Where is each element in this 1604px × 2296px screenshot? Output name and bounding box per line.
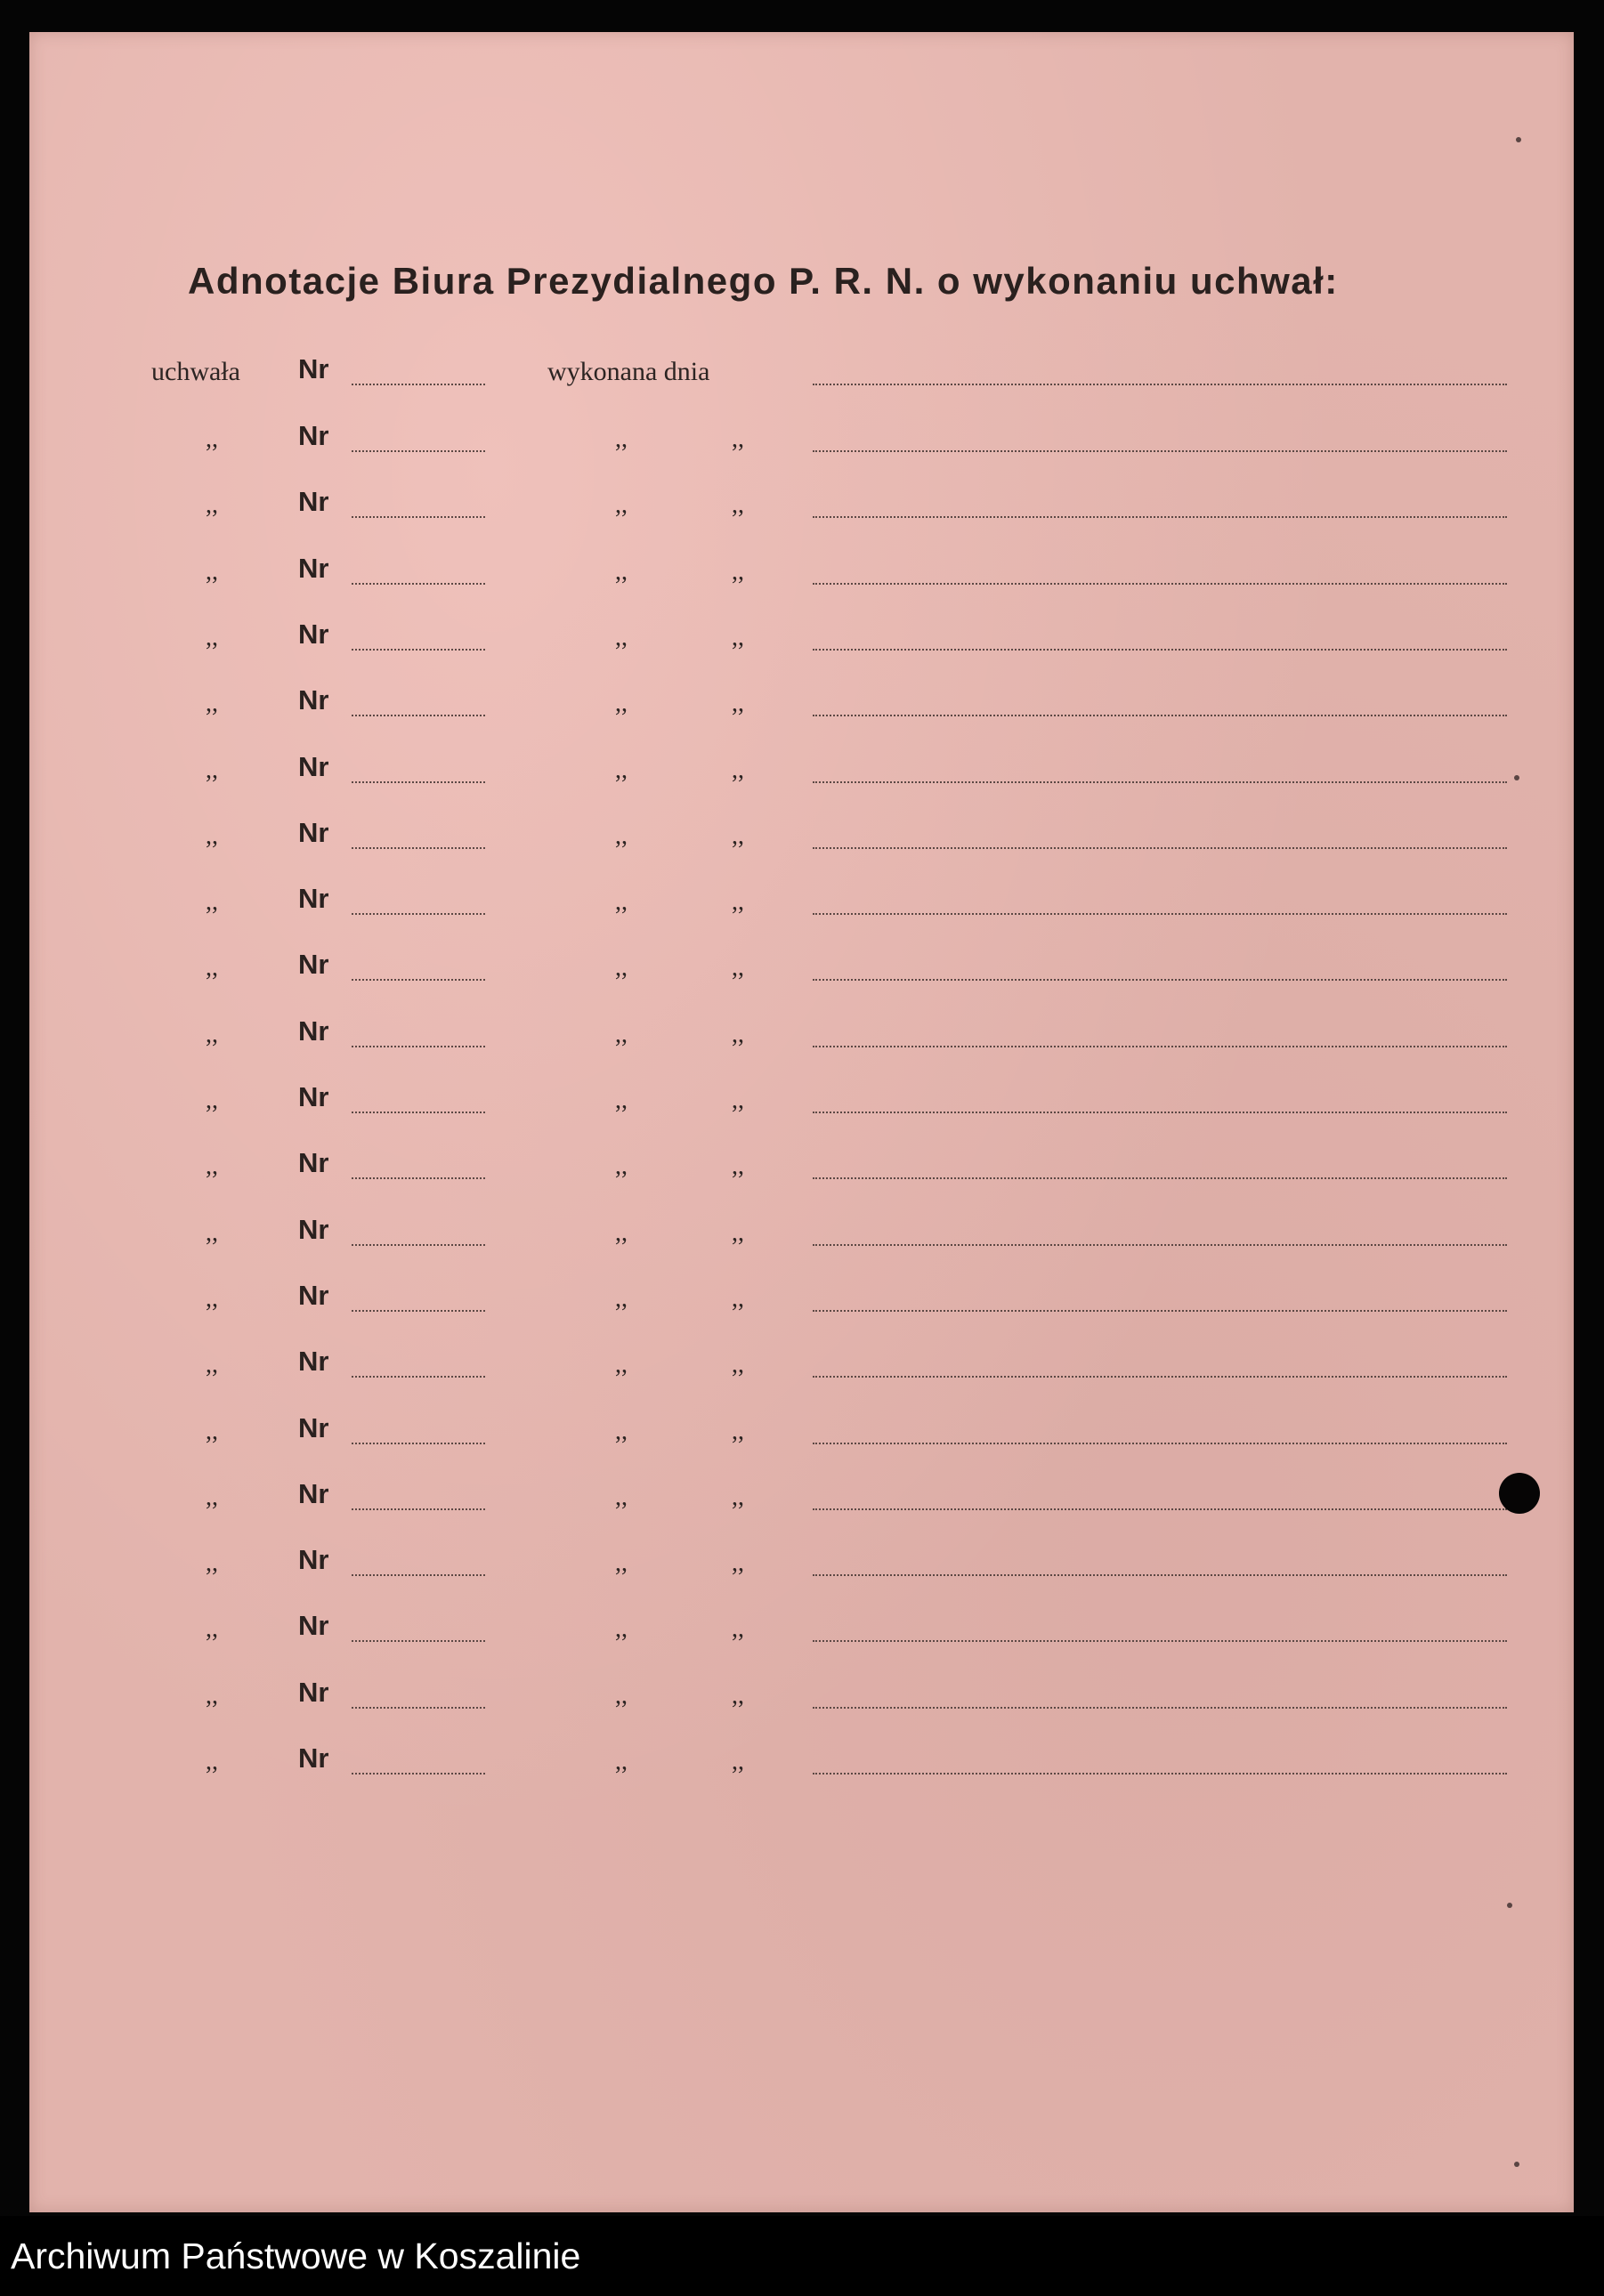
ditto-mark: ,, [615, 1682, 628, 1710]
resolution-number-blank [352, 1508, 485, 1510]
resolution-row [29, 1147, 1574, 1195]
ditto-mark: ,, [615, 1285, 628, 1313]
ditto-mark: ,, [615, 1484, 628, 1511]
execution-date-blank [813, 847, 1507, 849]
execution-date-blank [813, 1112, 1507, 1113]
resolution-row [29, 486, 1574, 534]
wykonana-dnia-label: wykonana dnia [547, 357, 710, 386]
ditto-mark: ,, [615, 1748, 628, 1775]
ditto-mark: ,, [615, 1219, 628, 1247]
ditto-mark: ,, [206, 1682, 218, 1710]
execution-date-blank [813, 384, 1507, 385]
ditto-mark: ,, [732, 1682, 744, 1710]
ditto-mark: ,, [206, 1748, 218, 1775]
execution-date-blank [813, 1508, 1507, 1510]
resolution-number-blank [352, 781, 485, 783]
resolution-row [29, 618, 1574, 667]
ditto-mark: ,, [615, 1152, 628, 1180]
ditto-mark: ,, [732, 1152, 744, 1180]
resolution-row [29, 1214, 1574, 1262]
resolution-rows [29, 32, 1574, 2212]
resolution-row [29, 684, 1574, 732]
execution-date-blank [813, 1640, 1507, 1642]
ditto-mark: ,, [615, 624, 628, 651]
ditto-mark: ,, [732, 954, 744, 982]
nr-label: Nr [298, 1412, 329, 1443]
resolution-number-blank [352, 1443, 485, 1444]
ditto-mark: ,, [206, 822, 218, 850]
nr-label: Nr [298, 817, 329, 848]
resolution-row [29, 1346, 1574, 1394]
ditto-mark: ,, [615, 1615, 628, 1643]
nr-label: Nr [298, 1015, 329, 1047]
execution-date-blank [813, 1443, 1507, 1444]
ditto-mark: ,, [615, 756, 628, 784]
resolution-number-blank [352, 1177, 485, 1179]
nr-label: Nr [298, 1677, 329, 1708]
ditto-mark: ,, [615, 491, 628, 519]
paper-speck [1514, 775, 1519, 780]
ditto-mark: ,, [732, 1219, 744, 1247]
nr-label: Nr [298, 1742, 329, 1774]
execution-date-blank [813, 715, 1507, 716]
resolution-row [29, 949, 1574, 997]
ditto-mark: ,, [206, 954, 218, 982]
resolution-number-blank [352, 649, 485, 651]
ditto-mark: ,, [732, 756, 744, 784]
ditto-mark: ,, [732, 1748, 744, 1775]
ditto-mark: ,, [732, 558, 744, 586]
ditto-mark: ,, [615, 1021, 628, 1048]
ditto-mark: ,, [615, 888, 628, 916]
ditto-mark: ,, [615, 1351, 628, 1378]
execution-date-blank [813, 1574, 1507, 1576]
execution-date-blank [813, 1244, 1507, 1246]
ditto-mark: ,, [615, 822, 628, 850]
execution-date-blank [813, 1046, 1507, 1047]
nr-label: Nr [298, 1081, 329, 1112]
resolution-number-blank [352, 583, 485, 585]
execution-date-blank [813, 1707, 1507, 1709]
paper-speck [1516, 137, 1521, 142]
ditto-mark: ,, [206, 1549, 218, 1577]
resolution-number-blank [352, 384, 485, 385]
execution-date-blank [813, 649, 1507, 651]
resolution-row [29, 751, 1574, 799]
execution-date-blank [813, 516, 1507, 518]
ditto-mark: ,, [206, 1484, 218, 1511]
resolution-number-blank [352, 516, 485, 518]
paper-speck [1514, 2162, 1519, 2167]
execution-date-blank [813, 1177, 1507, 1179]
uchwala-label: uchwała [151, 357, 240, 386]
resolution-number-blank [352, 715, 485, 716]
nr-label: Nr [298, 751, 329, 782]
ditto-mark: ,, [732, 1418, 744, 1445]
ditto-mark: ,, [732, 624, 744, 651]
execution-date-blank [813, 1773, 1507, 1775]
ditto-mark: ,, [206, 624, 218, 651]
ditto-mark: ,, [732, 888, 744, 916]
ditto-mark: ,, [206, 1418, 218, 1445]
ditto-mark: ,, [206, 1087, 218, 1114]
ditto-mark: ,, [206, 690, 218, 717]
ditto-mark: ,, [206, 491, 218, 519]
execution-date-blank [813, 913, 1507, 915]
ditto-mark: ,, [615, 690, 628, 717]
execution-date-blank [813, 1376, 1507, 1378]
resolution-number-blank [352, 913, 485, 915]
nr-label: Nr [298, 1280, 329, 1311]
ditto-mark: ,, [206, 1351, 218, 1378]
resolution-row [29, 1081, 1574, 1129]
resolution-row-first [29, 353, 1574, 401]
ditto-mark: ,, [732, 491, 744, 519]
nr-label: Nr [298, 618, 329, 650]
ditto-mark: ,, [732, 690, 744, 717]
resolution-number-blank [352, 1310, 485, 1312]
resolution-number-blank [352, 1574, 485, 1576]
resolution-row [29, 1742, 1574, 1791]
nr-label: Nr [298, 486, 329, 517]
ditto-mark: ,, [615, 1087, 628, 1114]
execution-date-blank [813, 450, 1507, 452]
resolution-row [29, 1544, 1574, 1592]
punch-hole [1499, 1473, 1540, 1514]
ditto-mark: ,, [732, 425, 744, 453]
nr-label: Nr [298, 553, 329, 584]
ditto-mark: ,, [615, 954, 628, 982]
resolution-number-blank [352, 1046, 485, 1047]
nr-label: Nr [298, 353, 329, 384]
ditto-mark: ,, [732, 1549, 744, 1577]
resolution-row [29, 420, 1574, 468]
paper-speck [1507, 1903, 1512, 1908]
ditto-mark: ,, [732, 1615, 744, 1643]
resolution-number-blank [352, 1112, 485, 1113]
ditto-mark: ,, [615, 1418, 628, 1445]
resolution-row [29, 1280, 1574, 1328]
resolution-number-blank [352, 847, 485, 849]
resolution-number-blank [352, 1773, 485, 1775]
nr-label: Nr [298, 1478, 329, 1509]
ditto-mark: ,, [732, 822, 744, 850]
ditto-mark: ,, [732, 1021, 744, 1048]
ditto-mark: ,, [206, 1219, 218, 1247]
ditto-mark: ,, [206, 888, 218, 916]
ditto-mark: ,, [206, 425, 218, 453]
archive-name: Archiwum Państwowe w Koszalinie [11, 2235, 581, 2276]
resolution-number-blank [352, 979, 485, 981]
execution-date-blank [813, 1310, 1507, 1312]
ditto-mark: ,, [615, 558, 628, 586]
execution-date-blank [813, 979, 1507, 981]
nr-label: Nr [298, 883, 329, 914]
resolution-row [29, 553, 1574, 601]
resolution-row [29, 1015, 1574, 1063]
nr-label: Nr [298, 1214, 329, 1245]
ditto-mark: ,, [732, 1285, 744, 1313]
nr-label: Nr [298, 949, 329, 980]
nr-label: Nr [298, 1610, 329, 1641]
resolution-row [29, 1478, 1574, 1526]
ditto-mark: ,, [206, 1021, 218, 1048]
nr-label: Nr [298, 1346, 329, 1377]
resolution-row [29, 817, 1574, 865]
resolution-row [29, 1412, 1574, 1460]
nr-label: Nr [298, 420, 329, 451]
resolution-row [29, 883, 1574, 931]
ditto-mark: ,, [732, 1087, 744, 1114]
ditto-mark: ,, [206, 1152, 218, 1180]
execution-date-blank [813, 583, 1507, 585]
archive-footer [0, 2216, 1604, 2296]
resolution-number-blank [352, 1376, 485, 1378]
resolution-row [29, 1610, 1574, 1658]
nr-label: Nr [298, 1147, 329, 1178]
ditto-mark: ,, [206, 1285, 218, 1313]
ditto-mark: ,, [206, 1615, 218, 1643]
ditto-mark: ,, [732, 1484, 744, 1511]
ditto-mark: ,, [615, 1549, 628, 1577]
resolution-row [29, 1677, 1574, 1725]
resolution-number-blank [352, 1640, 485, 1642]
ditto-mark: ,, [206, 558, 218, 586]
resolution-number-blank [352, 1707, 485, 1709]
resolution-number-blank [352, 1244, 485, 1246]
form-title: Adnotacje Biura Prezydialnego P. R. N. o wykonaniu uchwał: [188, 260, 1339, 302]
ditto-mark: ,, [206, 756, 218, 784]
ditto-mark: ,, [732, 1351, 744, 1378]
document-sheet [29, 32, 1574, 2212]
resolution-number-blank [352, 450, 485, 452]
ditto-mark: ,, [615, 425, 628, 453]
nr-label: Nr [298, 684, 329, 715]
nr-label: Nr [298, 1544, 329, 1575]
execution-date-blank [813, 781, 1507, 783]
